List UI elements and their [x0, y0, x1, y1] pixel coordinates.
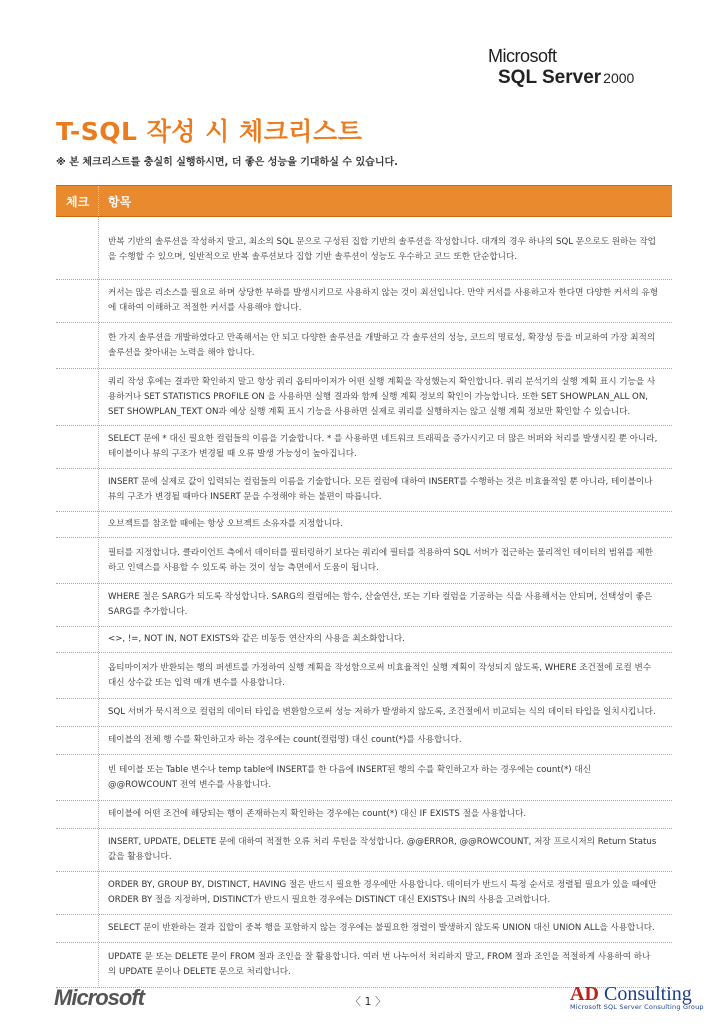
item-text: 반복 기반의 솔루션을 작성하지 말고, 최소의 SQL 문으로 구성된 집합 기반의 솔루션을 작성합니다. 대개의 경우 하나의 SQL 문으로도 원하는 작업을 수행할 수 있으며, 일반적으로 반복 솔루션보다 집합 기반 솔루션이 성능도 우수하고 코드 또한 단순합니다.	[108, 237, 656, 262]
table-row	[56, 538, 672, 584]
table-row	[56, 584, 672, 627]
table-row	[56, 699, 672, 727]
table-row	[56, 829, 672, 872]
item-text: 오브젝트를 참조할 때에는 항상 오브젝트 소유자를 지정합니다.	[108, 519, 343, 529]
logo-microsoft-text: Microsoft	[488, 46, 557, 66]
check-cell[interactable]	[56, 323, 98, 368]
item-text: UPDATE 문 또는 DELETE 문이 FROM 절과 조인을 잘 활용합니다. 여러 번 나누어서 처리하지 말고, FROM 절과 조인을 적절하게 사용하여 하나의 UPDATE 문이나 DELETE 문으로 처리합니다.	[108, 952, 651, 977]
table-row	[56, 727, 672, 755]
check-cell[interactable]	[56, 872, 98, 914]
page-subtitle: ※ 본 체크리스트를 충실히 실행하시면, 더 좋은 성능을 기대하실 수 있습니다.	[56, 157, 398, 168]
check-cell[interactable]	[56, 469, 98, 511]
footer-microsoft-logo: Microsoft	[54, 985, 144, 1010]
table-header	[56, 185, 672, 217]
item-text: 빈 테이블 또는 Table 변수나 temp table에 INSERT를 한 다음에 INSERT된 행의 수를 확인하고자 하는 경우에는 count(*) 대신 @@ROWCOUNT 전역 변수를 사용합니다.	[108, 764, 591, 790]
check-cell[interactable]	[56, 829, 98, 871]
table-row	[56, 426, 672, 469]
check-cell[interactable]	[56, 538, 98, 583]
item-text: 커서는 많은 리소스를 필요로 하며 상당한 부하를 발생시키므로 사용하지 않는 것이 최선입니다. 만약 커서를 사용하고자 한다면 다양한 커서의 유형에 대하여 이해하고 적절한 커서를 사용해야 합니다.	[108, 288, 658, 313]
item-text: <>, !=, NOT IN, NOT EXISTS와 같은 비동등 연산자의 사용을 최소화합니다.	[108, 634, 405, 644]
logo-ad-text: AD	[570, 983, 599, 1005]
table-row	[56, 369, 672, 426]
logo-consulting-text: Consulting	[603, 983, 692, 1005]
col-header-item: 항목	[108, 195, 132, 209]
checklist-table	[56, 185, 672, 988]
item-text: 옵티마이저가 반환되는 행의 퍼센트를 가정하여 실행 계획을 작성함으로써 비효율적인 실행 계획이 작성되지 않도록, WHERE 조건절에 로컬 변수 대신 상수값 또는 입력 매개 변수를 사용합니다.	[108, 662, 652, 688]
item-text: 테이블의 전체 행 수를 확인하고자 하는 경우에는 count(컬럼명) 대신 count(*)를 사용합니다.	[108, 735, 462, 745]
item-text: ORDER BY, GROUP BY, DISTINCT, HAVING 절은 반드시 필요한 경우에만 사용합니다. 데이터가 반드시 특정 순서로 정렬될 필요가 있을 때에만 ORDER BY 절을 지정하며, DISTINCT가 반드시 필요한 경우에는 DISTINCT 대신 EXISTS나 IN의 사용을 고려합니다.	[108, 880, 657, 905]
check-cell[interactable]	[56, 627, 98, 652]
check-cell[interactable]	[56, 699, 98, 726]
item-text: 쿼리 작성 후에는 결과만 확인하지 말고 항상 쿼리 옵티마이저가 어떤 실행 계획을 작성했는지 확인합니다. 쿼리 분석기의 실행 계획 표시 기능을 사용하거나 SET STATISTICS PROFILE ON 을 사용하면 실행 결과와 함께 실행 계획 정보의 확인이 가능합니다. 또한 SET SHOWPLAN_ALL ON, SET SHOWPLAN_TEXT ON과 예상 실행 계획 표시 기능을 사용하면 실제로 쿼리를 실행하지는 않고 실행 계획 정보만 확인할 수 있습니다.	[108, 376, 656, 417]
table-row	[56, 801, 672, 829]
table-row	[56, 872, 672, 915]
page-number: 〈 1 〉	[350, 995, 386, 1008]
table-row	[56, 280, 672, 323]
check-cell[interactable]	[56, 915, 98, 942]
table-row	[56, 943, 672, 988]
table-row	[56, 653, 672, 699]
table-row	[56, 217, 672, 280]
table-row	[56, 512, 672, 538]
item-text: SQL 서버가 묵시적으로 컬럼의 데이터 타입을 변환함으로써 성능 저하가 발생하지 않도록, 조건절에서 비교되는 식의 데이터 타입을 일치시킵니다.	[108, 707, 656, 717]
table-body	[56, 217, 672, 988]
item-text: 테이블에 어떤 조건에 해당되는 행이 존재하는지 확인하는 경우에는 count(*) 대신 IF EXISTS 절을 사용합니다.	[108, 809, 527, 819]
check-cell[interactable]	[56, 584, 98, 626]
header-divider	[98, 186, 99, 216]
check-cell[interactable]	[56, 369, 98, 425]
table-row	[56, 915, 672, 943]
table-row	[56, 627, 672, 653]
check-cell[interactable]	[56, 653, 98, 698]
item-text: INSERT 문에 실제로 값이 입력되는 컬럼들의 이름을 기술합니다. 모든 컬럼에 대하여 INSERT를 수행하는 것은 비효율적일 뿐 아니라, 테이블이나 뷰의 구조가 변경될 때마다 INSERT 문을 수정해야 하는 불편이 따릅니다.	[108, 477, 653, 502]
item-text: INSERT, UPDATE, DELETE 문에 대하여 적절한 오류 처리 루틴을 작성합니다. @@ERROR, @@ROWCOUNT, 저장 프로시저의 Return Status 값을 활용합니다.	[108, 837, 657, 862]
check-cell[interactable]	[56, 755, 98, 800]
check-cell[interactable]	[56, 280, 98, 322]
item-text: WHERE 절은 SARG가 되도록 작성합니다. SARG의 컬럼에는 함수, 산술연산, 또는 기타 컬럼을 기공하는 식을 사용해서는 안되며, 선택성이 좋은 SARG를 추가합니다.	[108, 592, 653, 617]
col-header-check: 체크	[66, 195, 90, 209]
logo-version-text: 2000	[603, 70, 635, 86]
item-text: 필터를 지정합니다. 클라이언트 측에서 데이터를 필터링하기 보다는 쿼리에 필터를 적용하여 SQL 서버가 접근하는 물리적인 데이터의 범위를 제한하고 인덱스를 사용할 수 있도록 하는 것이 성능 측면에서 도움이 됩니다.	[108, 547, 653, 573]
item-text: 한 가지 솔루션을 개발하였다고 만족해서는 안 되고 다양한 솔루션을 개발하고 각 솔루션의 성능, 코드의 명료성, 확장성 등을 비교하여 가장 최적의 솔루션을 찾아내는 노력을 해야 합니다.	[108, 332, 656, 358]
logo-product-text: SQL Server	[498, 67, 602, 88]
sql-server-logo	[488, 46, 634, 89]
check-cell[interactable]	[56, 512, 98, 537]
page-title: T-SQL 작성 시 체크리스트	[56, 117, 363, 146]
check-cell[interactable]	[56, 426, 98, 468]
table-row	[56, 323, 672, 369]
ad-consulting-logo	[570, 983, 704, 1011]
item-text: SELECT 문이 반환하는 결과 집합이 중복 행을 포함하지 않는 경우에는 불필요한 정렬이 발생하지 않도록 UNION 대신 UNION ALL을 사용합니다.	[108, 923, 655, 933]
table-row	[56, 469, 672, 512]
check-cell[interactable]	[56, 801, 98, 828]
check-cell[interactable]	[56, 217, 98, 279]
table-row	[56, 755, 672, 801]
check-cell[interactable]	[56, 943, 98, 987]
check-cell[interactable]	[56, 727, 98, 754]
logo-partner-text: Microsoft SQL Server Consulting Group	[570, 1003, 704, 1011]
item-text: SELECT 문에 * 대신 필요한 컬럼들의 이름을 기술합니다. * 를 사용하면 네트워크 트래픽을 증가시키고 더 많은 버퍼와 처리를 발생시킬 뿐 아니라, 테이블이나 뷰의 구조가 변경될 때 오류 발생 가능성이 높아집니다.	[108, 434, 658, 459]
